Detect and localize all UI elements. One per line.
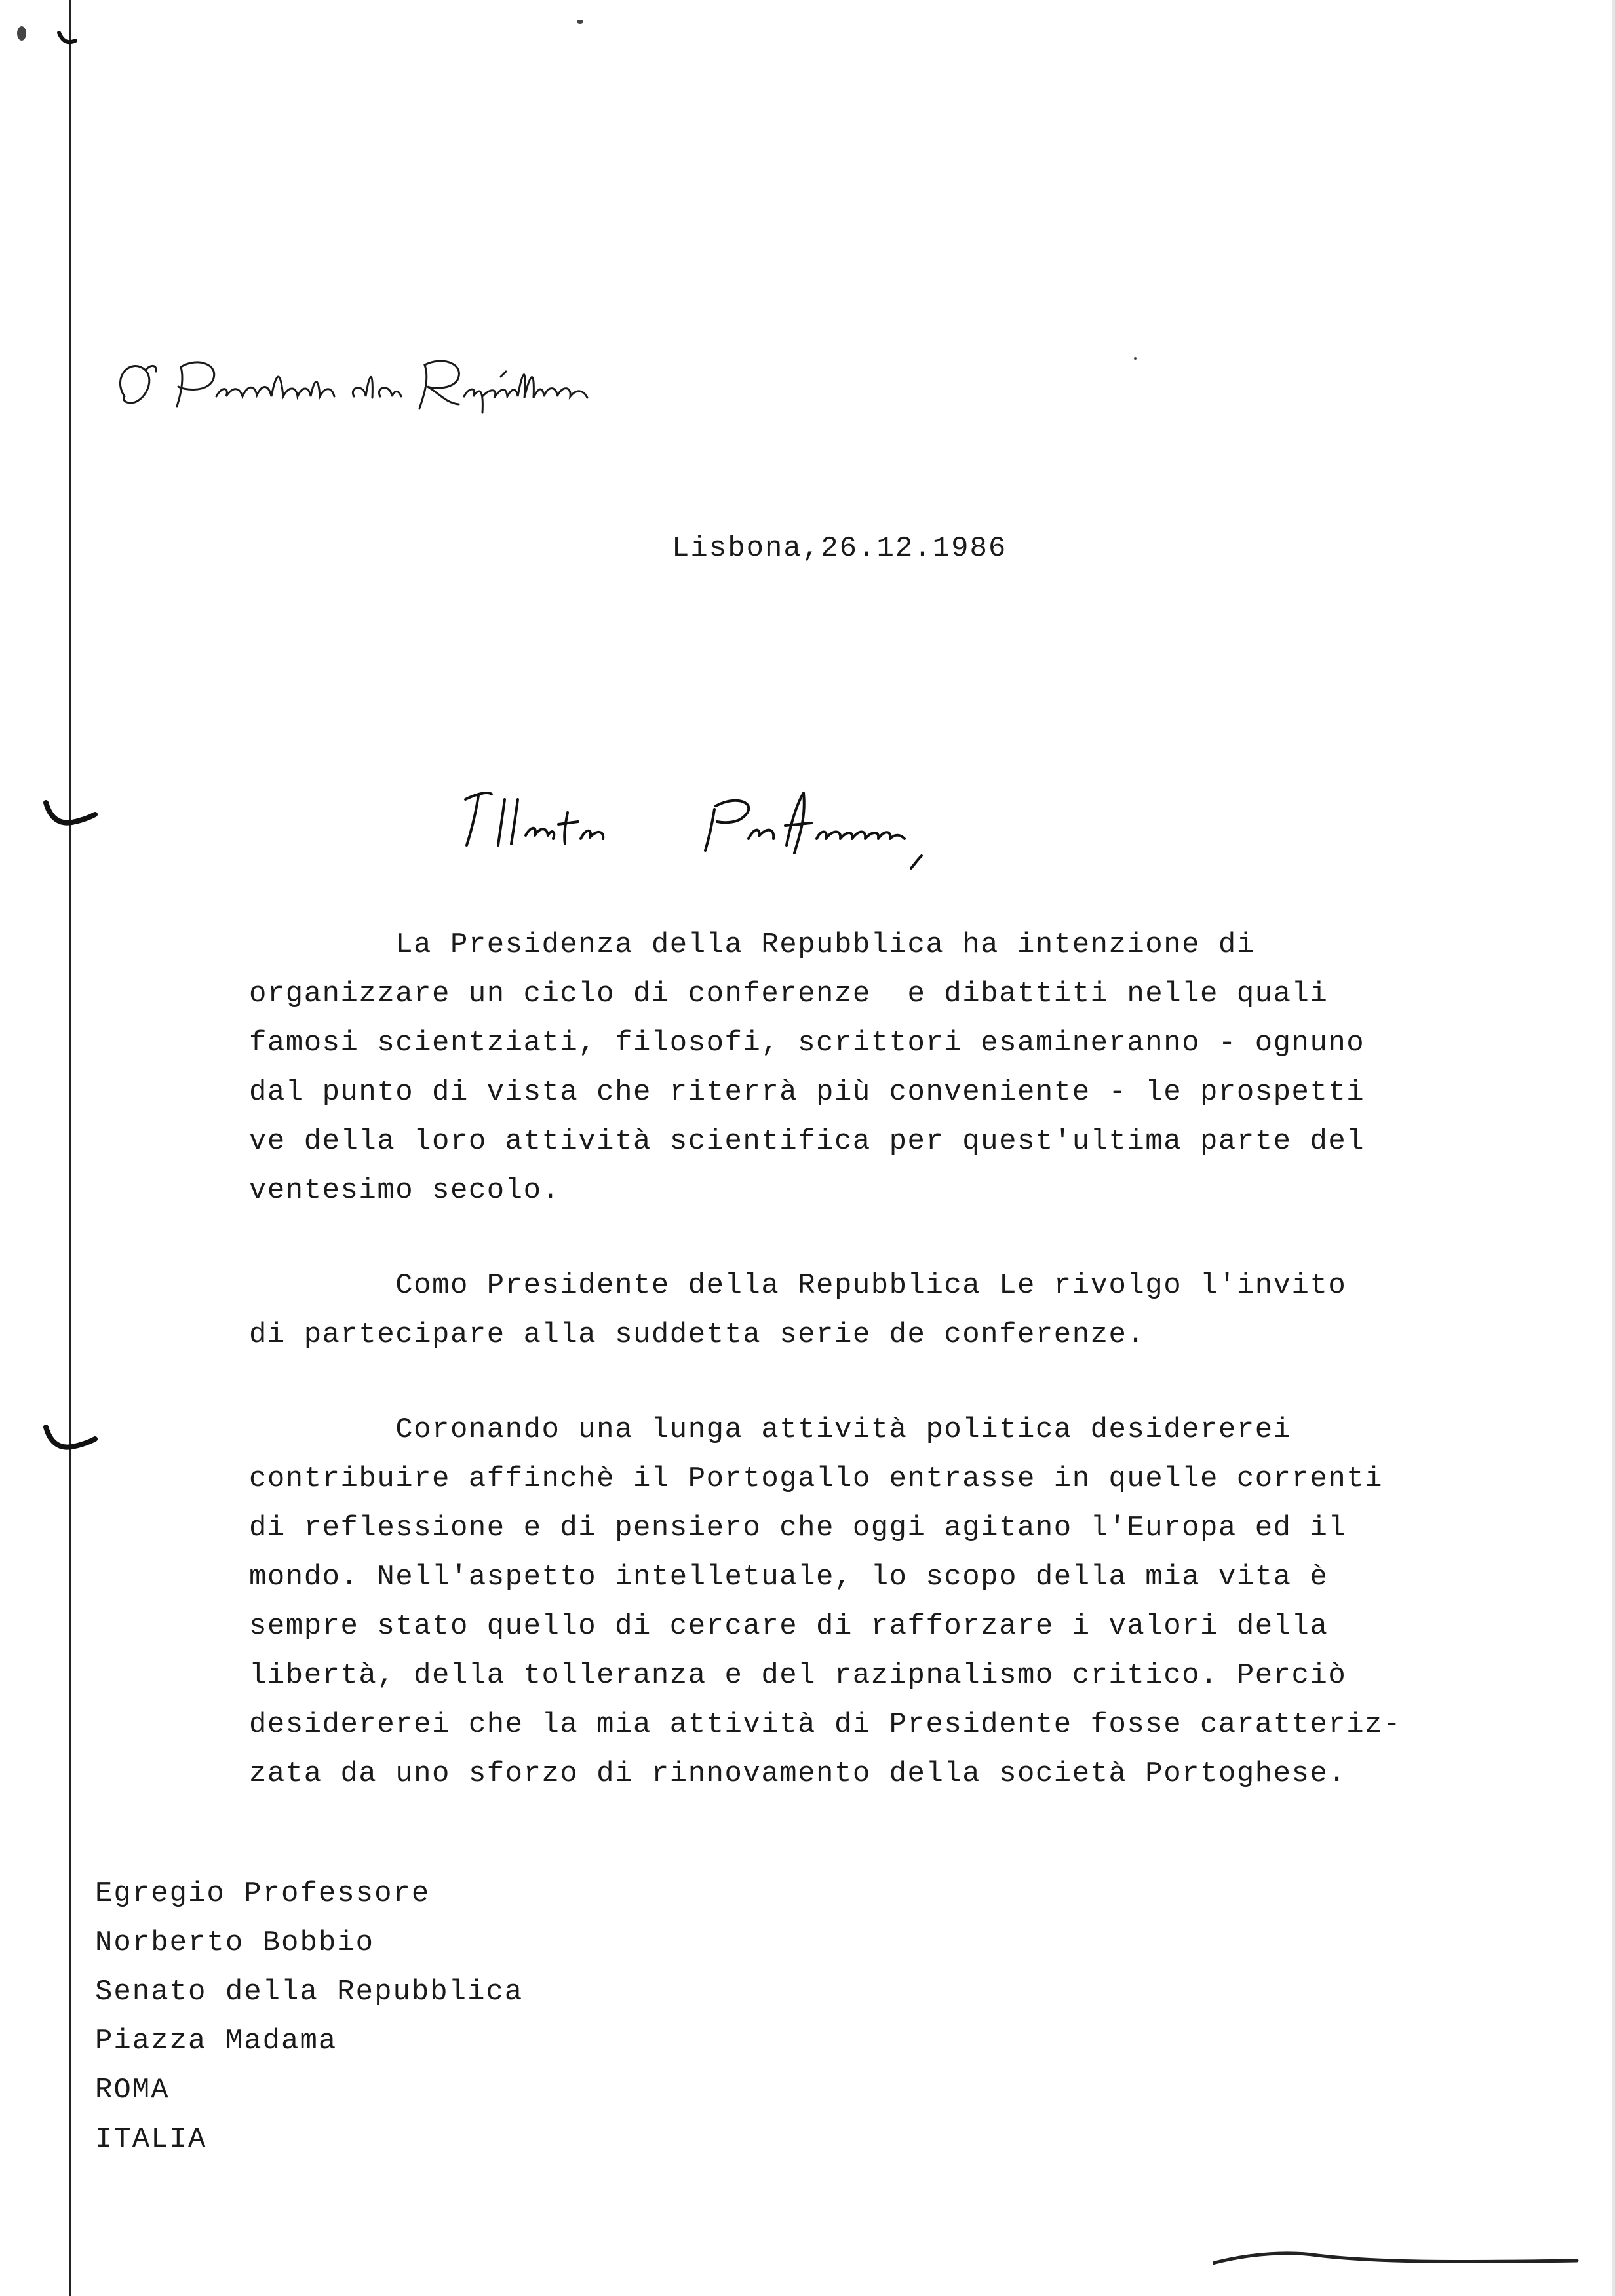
letterhead-script-title bbox=[105, 351, 695, 423]
recipient-address bbox=[95, 1869, 523, 2164]
binder-hole-mark bbox=[52, 26, 92, 52]
body-paragraph: Como Presidente della Repubblica Le rivolgo l'invito di partecipare alla suddetta serie de conferenze. bbox=[249, 1269, 1347, 1351]
address-line: Norberto Bobbio bbox=[95, 1926, 375, 1959]
binder-hole-mark bbox=[39, 796, 98, 835]
address-line: Egregio Professore bbox=[95, 1877, 431, 1910]
scan-speck bbox=[577, 20, 583, 24]
page-curl-mark bbox=[1213, 2246, 1580, 2266]
body-paragraph: Coronando una lunga attività politica desidererei contribuire affinchè il Portogallo entrasse in quelle correnti di reflessione e di pensiero che oggi agitano l'Europa ed il mondo. Nell'aspetto intelletuale, lo scopo della mia vita è sempre stato quello di cercare di rafforzare i valori della libertà, della tolleranza e del razipnalismo critico. Perciò desidererei che la mia attività di Presidente fosse caratteriz- zata da uno sforzo di rinnovamento della società Portoghese. bbox=[249, 1413, 1401, 1790]
letter-body bbox=[249, 921, 1494, 1845]
handwritten-salutation bbox=[452, 773, 1042, 885]
address-line: Piazza Madama bbox=[95, 2025, 338, 2057]
address-line: ITALIA bbox=[95, 2123, 207, 2156]
margin-rule bbox=[69, 0, 71, 2296]
address-line: Senato della Repubblica bbox=[95, 1976, 524, 2008]
page-edge bbox=[1612, 0, 1615, 2296]
binder-hole-mark bbox=[39, 1421, 98, 1460]
scan-speck bbox=[1134, 357, 1137, 360]
scan-speck bbox=[17, 26, 26, 41]
letter-date: Lisbona,26.12.1986 bbox=[672, 532, 1007, 565]
address-line: ROMA bbox=[95, 2074, 170, 2107]
body-paragraph: La Presidenza della Repubblica ha intenzione di organizzare un ciclo di conferenze e dibattiti nelle quali famosi scientziati, filosofi, scrittori esamineranno - ognuno dal punto di vista che riterrà più conveniente - le prospetti ve della loro attività scientifica per quest'ultima parte del ventesimo secolo. bbox=[249, 928, 1365, 1207]
